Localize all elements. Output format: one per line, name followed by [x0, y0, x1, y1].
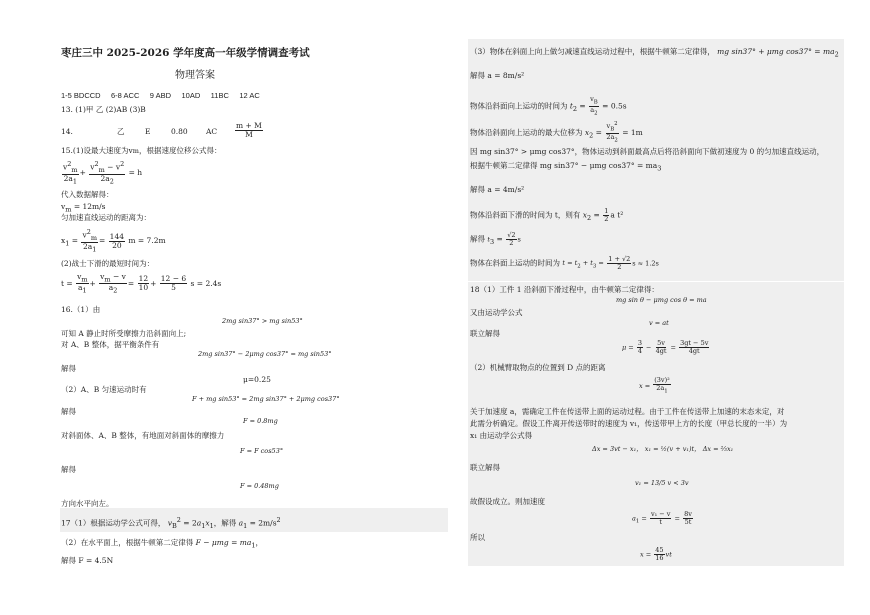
q16-t5: 解得	[61, 407, 76, 416]
q18-l5: 关于加速度 a，需确定工件在传送带上面的运动过程。由于工件在传送带上加速的末态未定，对	[470, 407, 785, 416]
q18-l7: x₁ 由运动学公式得	[470, 431, 533, 440]
page-title: 枣庄三中 2025-2026 学年度高一年级学情调查考试	[61, 47, 310, 59]
q18-l4: （2）机械臂取物点的位置到 D 点的距离	[470, 363, 606, 372]
q16-t1: 可知 A 静止时所受摩擦力沿斜面向上;	[61, 329, 187, 338]
q16-t6: 对斜面体、A、B 整体，有地面对斜面体的摩擦力	[61, 431, 225, 440]
q17-line1: 17（1）根据运动学公式可得， $v_B^2 = 2a_1x_1$，解得 $a_1 = 2m/s^2$	[61, 516, 281, 530]
q13-answer: 13. (1)甲 乙 (2)AB (3)B	[61, 105, 146, 114]
q16-eq-e: F = F cos53°	[240, 447, 284, 455]
q16-label: 16.（1）由	[61, 305, 101, 314]
q17r-l8: 物体沿斜面下滑的时间为 t，则有 $x_2$ = $\frac{1}{2}$ a t²	[470, 207, 624, 223]
q17r-l9: 解得 $t_3$ = $\frac{√2}{2}$ s	[470, 231, 521, 247]
q17r-l3: 物体沿斜面向上运动的时间为 $t_2$ = $\frac{v_B}{a_2}$ = 0.5s	[470, 95, 627, 117]
q14-c3: 0.80	[171, 127, 188, 136]
q18-l10: 所以	[470, 533, 485, 542]
q18-l1: 18（1）工件 1 沿斜面下滑过程中，由牛顿第二定律得：	[470, 285, 659, 294]
q18-eq5: $a_1$ = $\frac{\text{v₁ − v}}{t}$ = $\frac{8v}{5t}$	[632, 510, 692, 526]
q15-sub-intro: 代入数据解得：	[61, 190, 114, 199]
q18-eq2: v = at	[649, 319, 669, 327]
q16-t7: 解得	[61, 465, 76, 474]
q16-eq-c: F + mg sin53° = 2mg sin37° + 2μmg cos37°	[192, 395, 340, 403]
q18-xd: x = $\frac{\text{(3v)²}}{2a_1}$	[639, 376, 670, 395]
q16-eq-d: F = 0.8mg	[243, 417, 278, 425]
q14-label: 14.	[61, 127, 73, 136]
q16-eq-a: 2mg sin37° > mg sin53°	[222, 317, 303, 325]
q15-time: t = $\frac{v_m}{a_1}$ + $\frac{v_m - v}{a_2}$ = $\frac{12}{10}$ + $\frac{12 - 6}{5}$ s = 2.4s	[61, 272, 222, 295]
q14-c1: 乙	[117, 127, 125, 136]
q18-l8: 联立解得	[470, 463, 500, 472]
q17r-l6: 根据牛顿第二定律得 mg sin37° − μmg $\cos 37^\circ = ma_3$	[470, 161, 662, 173]
q18-eq3: Δx = 3vt − x₁， x₁ = ½(v + v₁)t， Δx = ⅔x₁	[592, 445, 734, 453]
q17-line2: （2）在水平面上，根据牛顿第二定律得 $F - \mu mg = ma_1$，	[61, 538, 263, 550]
q16-mu: μ=0.25	[243, 375, 271, 384]
q17r-l7: 解得 a = 4m/s²	[470, 185, 525, 194]
q14-fraction: $\frac{m + M}{M}$	[236, 121, 262, 139]
q15-accel-text: 匀加速直线运动的距离为：	[61, 213, 151, 222]
mc-answers: 1-5 BDCCD 6-8 ACC 9 ABD 10AD 11BC 12 AC	[61, 91, 260, 100]
q14-c4: AC	[206, 127, 218, 136]
q17-continued-highlight	[468, 39, 844, 281]
q17r-l5: 因 mg sin37° > μmg cos37°，物体运动到斜面最高点后将沿斜面向下做初速度为 0 的匀加速直线运动，	[470, 147, 825, 156]
q17r-l1: （3）物体在斜面上向上做匀减速直线运动过程中，根据牛顿第二定律得， mg sin37° + μmg $\cos 37^\circ = ma_2$	[470, 47, 839, 59]
page-subtitle: 物理答案	[175, 70, 215, 81]
q18-eq6: x = $\frac{45}{16}$ vt	[640, 546, 672, 562]
q18-mu: μ = $\frac{3}{4}$ − $\frac{5v}{4gt}$ = $\frac{3gt - 5v}{4gt}$	[622, 339, 709, 355]
q16-t8: 方向水平向左。	[61, 499, 114, 508]
q15-eq1: $\frac{v^2_m}{2a_1}$ + $\frac{v^2_m - v^2}{2a_2}$ = h	[63, 160, 143, 186]
q17r-l2: 解得 a = 8m/s²	[470, 71, 525, 80]
q16-t2: 对 A、B 整体，据平衡条件有	[61, 340, 160, 349]
q15-vm: $v_m = 12m/s$	[61, 202, 106, 214]
q17r-l4: 物体沿斜面向上运动的最大位移为 $x_2$ = $\frac{v_B^2}{2a_2}$ = 1m	[470, 121, 643, 144]
q18-eq4: v₁ = 13/5 v < 3v	[635, 479, 689, 487]
q18-eq1: mg sin θ − μmg cos θ = ma	[616, 296, 707, 304]
q18-l6: 此需分析确定。假设工件离开传送带时的速度为 v₁，传送带甲上方的长度（甲总长度的一半）为	[470, 419, 788, 428]
q16-t4: （2）A、B 匀速运动时有	[61, 385, 147, 394]
q16-eq-f: F = 0.48mg	[240, 482, 279, 490]
q18-l2: 又由运动学公式	[470, 308, 523, 317]
q17-line3: 解得 F = 4.5N	[61, 556, 114, 565]
q17r-l10: 物体在斜面上运动的时间为 $t = t_2 + t_3$ = $\frac{1 + √2}{2}$ s ≈ 1.2s	[470, 255, 659, 271]
q18-l9: 故假设成立。则加速度	[470, 497, 545, 506]
q15-x1: $x_1$ = $\frac{v^2_m}{2a_1}$ = $\frac{144}{20}$ m = 7.2m	[61, 228, 166, 254]
q14-c2: E	[145, 127, 151, 136]
q18-l3: 联立解得	[470, 329, 500, 338]
q16-eq-b: 2mg sin37° − 2μmg cos37° = mg sin53°	[198, 350, 332, 358]
q15-intro: 15.(1)设最大速度为vm，根据速度位移公式得：	[61, 146, 222, 155]
q15-part2: (2)战士下滑的最短时间为：	[61, 259, 155, 268]
q16-t3: 解得	[61, 364, 76, 373]
